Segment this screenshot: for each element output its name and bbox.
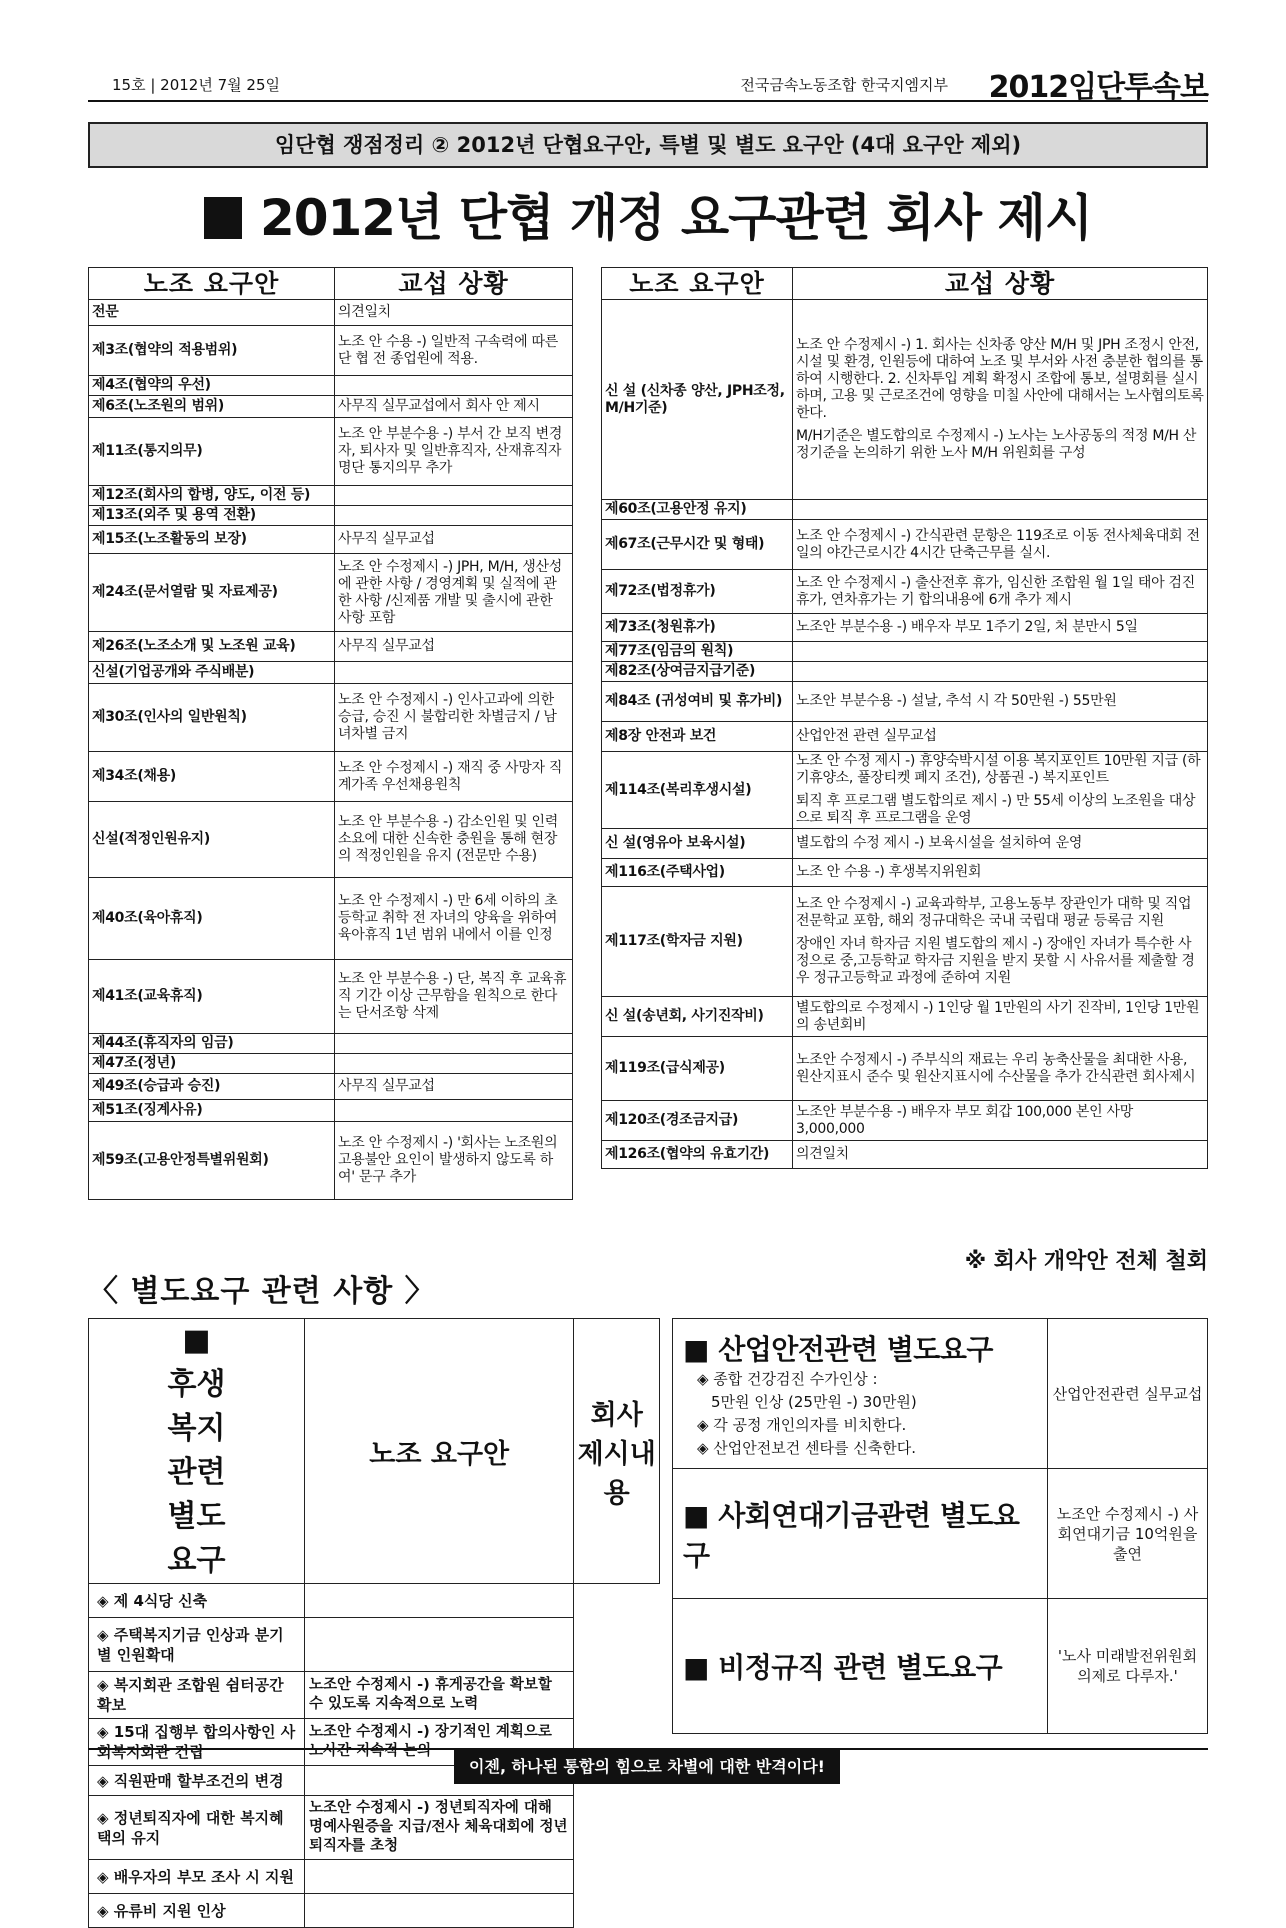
demand-cell: 제41조(교육휴직) <box>89 960 335 1034</box>
demand-cell: 제11조(통지의무) <box>89 418 335 486</box>
status-cell <box>793 642 1208 662</box>
status-cell <box>793 662 1208 682</box>
demand-cell: 신설(적정인원유지) <box>89 802 335 878</box>
welfare-response: 노조안 수정제시 -) 휴게공간을 확보할 수 있도록 지속적으로 노력 <box>305 1672 574 1719</box>
demand-cell: 제84조 (귀성여비 및 휴가비) <box>602 682 793 722</box>
status-text: 노조 안 수정제시 -) 간식관련 문항은 119조로 이동 전사체육대회 전일의 야간근로시간 4시간 단축근무를 실시. <box>796 527 1200 561</box>
welfare-demand-item: ◈ 15대 집행부 합의사항인 사회복지회관 건립 <box>89 1719 305 1766</box>
status-text: 사무직 실무교섭에서 회사 안 제시 <box>338 398 540 414</box>
demand-cell: 제34조(채용) <box>89 752 335 802</box>
table-row <box>89 1100 573 1122</box>
table-row <box>89 326 573 376</box>
status-cell <box>793 570 1208 614</box>
demand-cell: 제72조(법정휴가) <box>602 570 793 614</box>
demand-cell: 제51조(징계사유) <box>89 1100 335 1122</box>
list-item: 5만원 인상 (25만원 -) 30만원) <box>711 1392 917 1411</box>
demands-table-right <box>601 267 1208 1169</box>
table-row <box>89 960 573 1034</box>
demand-cell: 제44조(휴직자의 임금) <box>89 1034 335 1054</box>
status-cell <box>335 1054 573 1074</box>
status-text-extra: M/H기준은 별도합의로 수정제시 -) 노사는 노사공동의 적정 M/H 산정기준을 논의하기 위한 노사 M/H 위원회를 구성 <box>796 428 1197 461</box>
status-cell <box>335 1034 573 1054</box>
table-row <box>89 300 573 326</box>
status-cell <box>793 722 1208 752</box>
demand-cell: 제8장 안전과 보건 <box>602 722 793 752</box>
footer-slogan: 이젠, 하나된 통합의 힘으로 차별에 대한 반격이다! <box>454 1750 840 1784</box>
special-demands-table <box>672 1318 1208 1734</box>
table-row <box>602 887 1208 997</box>
status-text: 별도합의 수정 제시 -) 보육시설을 설치하여 운영 <box>796 835 1083 851</box>
demand-cell: 제47조(정년) <box>89 1054 335 1074</box>
page-title-text: 2012년 단협 개정 요구관련 회사 제시 <box>259 189 1093 247</box>
demand-cell: 제67조(근무시간 및 형태) <box>602 520 793 570</box>
status-text: 노조 안 부분수용 -) 단, 복직 후 교육휴직 기간 이상 근무함을 원칙으로 한다는 단서조항 삭제 <box>338 971 567 1021</box>
column-header-response: 회사 제시내용 <box>574 1319 660 1584</box>
demand-cell: 제73조(청원휴가) <box>602 614 793 642</box>
table-row <box>89 376 573 396</box>
status-cell <box>793 752 1208 829</box>
table-row <box>89 1796 660 1860</box>
status-text: 사무직 실무교섭 <box>338 1078 435 1094</box>
status-cell <box>335 326 573 376</box>
status-text: 노조 안 수정 제시 -) 휴양숙박시설 이용 복지포인트 10만원 지급 (하기휴양소, 풀장티켓 폐지 조건), 상품권 -) 복지포인트 <box>796 753 1201 786</box>
welfare-response: 노조안 수정제시 -) 정년퇴직자에 대해 명예사원증을 지급/전사 체육대회에 정년퇴직자를 초청 <box>305 1796 574 1860</box>
demand-cell: 제24조(문서열람 및 자료제공) <box>89 554 335 632</box>
status-cell <box>335 554 573 632</box>
table-row <box>602 300 1208 500</box>
table-row <box>89 1034 573 1054</box>
status-cell <box>793 887 1208 997</box>
publication-brand: 2012임단투속보 <box>988 70 1208 105</box>
status-cell <box>335 300 573 326</box>
status-cell <box>793 1037 1208 1101</box>
demand-cell: 제116조(주택사업) <box>602 859 793 887</box>
status-text: 노조 안 수정제시 -) JPH, M/H, 생산성에 관한 사항 / 경영계획 및 실적에 관한 사항 /신제품 개발 및 출시에 관한 사항 포함 <box>338 558 562 626</box>
column-header-demand: 노조 요구안 <box>602 268 793 300</box>
demand-cell: 제114조(복리후생시설) <box>602 752 793 829</box>
demand-cell: 제40조(육아휴직) <box>89 878 335 960</box>
table-row <box>602 642 1208 662</box>
status-cell <box>335 526 573 554</box>
table-row <box>602 1141 1208 1169</box>
table-row <box>89 1672 660 1719</box>
welfare-demand-item: ◈ 정년퇴직자에 대한 복지혜택의 유지 <box>89 1796 305 1860</box>
status-cell <box>335 396 573 418</box>
irregular-demand-title: ■ 비정규직 관련 별도요구 <box>683 1651 1003 1684</box>
table-row <box>89 506 573 526</box>
status-text: 노조 안 수정제시 -) '회사는 노조원의 고용불안 요인이 발생하지 않도록 하여' 문구 추가 <box>338 1135 558 1185</box>
table-row <box>89 1054 573 1074</box>
status-cell <box>793 500 1208 520</box>
status-cell <box>793 682 1208 722</box>
table-row <box>89 1122 573 1200</box>
column-header-demand: 노조 요구안 <box>89 268 335 300</box>
withdrawal-note: ※ 회사 개악안 전체 철회 <box>964 1249 1208 1274</box>
table-row <box>602 829 1208 859</box>
welfare-demand-item: ◈ 직원판매 할부조건의 변경 <box>89 1766 305 1796</box>
demand-cell: 제120조(경조금지급) <box>602 1101 793 1141</box>
table-row <box>89 526 573 554</box>
safety-demand-list <box>683 1368 1037 1460</box>
status-text: 노조 안 수정제시 -) 출산전후 휴가, 임신한 조합원 월 1일 태아 검진 휴가, 연차휴가는 기 합의내용에 6개 추가 제시 <box>796 574 1195 608</box>
status-cell <box>335 960 573 1034</box>
demand-cell: 제4조(협약의 우선) <box>89 376 335 396</box>
table-row <box>89 662 573 684</box>
black-square-icon <box>204 197 242 239</box>
status-cell <box>335 418 573 486</box>
safety-response: 산업안전관련 실무교섭 <box>1048 1319 1208 1469</box>
status-cell <box>793 614 1208 642</box>
table-row <box>602 1101 1208 1141</box>
status-text: 의견일치 <box>796 1146 849 1162</box>
issue-info: 15호 | 2012년 7월 25일 <box>112 76 280 94</box>
status-text: 노조안 부분수용 -) 배우자 부모 회갑 100,000 본인 사망 3,000,000 <box>796 1103 1133 1137</box>
list-item: ◈ 각 공정 개인의자를 비치한다. <box>697 1415 907 1434</box>
status-text: 노조 안 수정제시 -) 만 6세 이하의 초등학교 취학 전 자녀의 양육을 위하여 육아휴직 1년 범위 내에서 이를 인정 <box>338 893 558 943</box>
table-row <box>602 997 1208 1037</box>
status-cell <box>335 632 573 662</box>
demands-table-left <box>88 267 573 1200</box>
status-cell <box>335 486 573 506</box>
status-cell <box>335 684 573 752</box>
demand-cell: 제26조(노조소개 및 노조원 교육) <box>89 632 335 662</box>
status-cell <box>335 1100 573 1122</box>
demand-cell: 제60조(고용안정 유지) <box>602 500 793 520</box>
table-row <box>89 802 573 878</box>
safety-demand-cell <box>673 1319 1048 1469</box>
welfare-response <box>305 1894 574 1928</box>
status-text: 노조 안 수정제시 -) 교육과학부, 고용노동부 장관인가 대학 및 직업전문학교 포함, 해외 정규대학은 국내 국립대 평균 등록금 지원 <box>796 896 1192 929</box>
publisher-org: 전국금속노동조합 한국지엠지부 <box>740 76 948 94</box>
table-row <box>602 500 1208 520</box>
status-text: 노조안 부분수용 -) 설날, 추석 시 각 50만원 -) 55만원 <box>796 693 1117 709</box>
welfare-demands-table <box>88 1318 660 1928</box>
category-text: 요구 <box>167 1543 226 1578</box>
table-row <box>602 662 1208 682</box>
status-text: 노조 안 수용 -) 후생복지위원회 <box>796 864 982 880</box>
status-cell <box>335 376 573 396</box>
welfare-response: 노조안 수정제시 -) 장기적인 계획으로 노사간 지속적 논의 <box>305 1719 574 1766</box>
status-text: 사무직 실무교섭 <box>338 638 435 654</box>
section-subtitle: 임단협 쟁점정리 ② 2012년 단협요구안, 특별 및 별도 요구안 (4대 요구안 제외) <box>88 122 1208 168</box>
column-header-status: 교섭 상황 <box>335 268 573 300</box>
welfare-response <box>305 1584 574 1618</box>
status-text: 노조안 수정제시 -) 주부식의 재료는 우리 농축산물을 최대한 사용, 원산지표시 준수 및 원산지표시에 수산물을 추가 간식관련 회사제시 <box>796 1051 1196 1085</box>
solidarity-response: 노조안 수정제시 -) 사회연대기금 10억원을 출연 <box>1048 1469 1208 1599</box>
demand-cell: 제117조(학자금 지원) <box>602 887 793 997</box>
demand-cell: 제59조(고용안정특별위원회) <box>89 1122 335 1200</box>
table-row <box>89 878 573 960</box>
status-text: 노조 안 수정제시 -) 재직 중 사망자 직계가족 우선채용원칙 <box>338 759 563 793</box>
welfare-demand-item: ◈ 제 4식당 신축 <box>89 1584 305 1618</box>
demand-cell: 제12조(회사의 합병, 양도, 이전 등) <box>89 486 335 506</box>
table-row <box>602 1037 1208 1101</box>
table-row <box>89 418 573 486</box>
demand-cell: 신 설(송년회, 사기진작비) <box>602 997 793 1037</box>
status-cell <box>335 752 573 802</box>
irregular-response: '노사 미래발전위원회 의제로 다루자.' <box>1048 1599 1208 1734</box>
page-title <box>88 178 1208 250</box>
demand-cell: 제126조(협약의 유효기간) <box>602 1141 793 1169</box>
table-row <box>602 570 1208 614</box>
table-row <box>89 684 573 752</box>
table-row <box>602 682 1208 722</box>
demand-cell: 제3조(협약의 적용범위) <box>89 326 335 376</box>
demand-cell: 제15조(노조활동의 보장) <box>89 526 335 554</box>
header-divider <box>88 100 1208 102</box>
status-text: 노조 안 수정제시 -) 인사고과에 의한 승급, 승진 시 불합리한 차별금지 / 남녀차별 금지 <box>338 692 557 742</box>
table-row <box>89 1860 660 1894</box>
demand-cell: 신설(기업공개와 주식배분) <box>89 662 335 684</box>
column-header-status: 교섭 상황 <box>793 268 1208 300</box>
table-row <box>89 1074 573 1100</box>
demand-cell: 제77조(임금의 원칙) <box>602 642 793 662</box>
safety-demand-title: ■ 산업안전관련 별도요구 <box>683 1332 993 1366</box>
status-cell <box>793 300 1208 500</box>
status-text: 노조 안 수용 -) 일반적 구속력에 따른 단 협 전 종업원에 적용. <box>338 333 558 367</box>
demand-cell: 신 설(영유아 보육시설) <box>602 829 793 859</box>
demand-cell: 제119조(급식제공) <box>602 1037 793 1101</box>
status-text: 별도합의로 수정제시 -) 1인당 월 1만원의 사기 진작비, 1인당 1만원의 송년회비 <box>796 999 1200 1033</box>
status-text: 노조 안 부분수용 -) 부서 간 보직 변경자, 퇴사자 및 일반휴직자, 산재휴직자 명단 통지의무 추가 <box>338 426 563 476</box>
status-cell <box>793 1141 1208 1169</box>
status-cell <box>335 662 573 684</box>
demand-cell: 제49조(승급과 승진) <box>89 1074 335 1100</box>
demand-cell: 제30조(인사의 일반원칙) <box>89 684 335 752</box>
status-cell <box>335 1122 573 1200</box>
welfare-demand-item: ◈ 배우자의 부모 조사 시 지원 <box>89 1860 305 1894</box>
list-item: ◈ 종합 건강검진 수가인상 : <box>697 1369 878 1388</box>
table-row <box>89 1894 660 1928</box>
status-cell <box>793 997 1208 1037</box>
status-text-extra: 퇴직 후 프로그램 별도합의로 제시 -) 만 55세 이상의 노조원을 대상으로 퇴직 후 프로그램을 운영 <box>796 793 1196 826</box>
welfare-demand-item: ◈ 유류비 지원 인상 <box>89 1894 305 1928</box>
table-row <box>89 752 573 802</box>
status-cell <box>793 829 1208 859</box>
table-row <box>602 722 1208 752</box>
category-text: 복지 <box>167 1411 226 1446</box>
solidarity-demand-title: ■ 사회연대기금관련 별도요구 <box>683 1498 1020 1572</box>
table-row <box>602 859 1208 887</box>
status-cell <box>335 506 573 526</box>
status-text: 사무직 실무교섭 <box>338 531 435 547</box>
welfare-demand-item: ◈ 주택복지기금 인상과 분기별 인원확대 <box>89 1618 305 1672</box>
category-text: 별도 <box>167 1499 226 1534</box>
status-cell <box>793 859 1208 887</box>
demand-cell: 제13조(외주 및 용역 전환) <box>89 506 335 526</box>
page-header <box>88 64 1208 104</box>
status-text-extra: 장애인 자녀 학자금 지원 별도합의 제시 -) 장애인 자녀가 특수한 사정으로 중,고등학교 학자금 지원을 받지 못할 시 사유서를 제출할 경우 정규고등학교 과정에 준하여 지원 <box>796 936 1195 986</box>
status-text: 노조안 부분수용 -) 배우자 부모 1주기 2일, 처 분만시 5일 <box>796 619 1138 635</box>
category-text: 후생 <box>167 1367 226 1402</box>
status-cell <box>793 520 1208 570</box>
separate-demands-title: 〈 별도요구 관련 사항 〉 <box>88 1274 436 1309</box>
status-cell <box>335 802 573 878</box>
status-cell <box>335 1074 573 1100</box>
table-row <box>89 486 573 506</box>
welfare-category-label <box>89 1319 305 1584</box>
demand-cell: 제6조(노조원의 범위) <box>89 396 335 418</box>
column-header-demand: 노조 요구안 <box>305 1319 574 1584</box>
list-item: ◈ 산업안전보건 센타를 신축한다. <box>697 1438 916 1457</box>
status-text: 노조 안 수정제시 -) 1. 회사는 신차종 양산 M/H 및 JPH 조정시 안전, 시설 및 환경, 인원등에 대하여 노조 및 부서와 사전 충분한 협의를 통하여 시행한다. 2. 신차투입 계획 확정시 조합에 통보, 설명회를 실시하며, 고용 및 근로조건에 영향을 미칠 사안에 대해서는 노사협의토록 한다. <box>796 337 1204 421</box>
welfare-demand-item: ◈ 복지회관 조합원 쉼터공간 확보 <box>89 1672 305 1719</box>
status-cell <box>335 878 573 960</box>
table-row <box>89 396 573 418</box>
solidarity-demand-cell <box>673 1469 1048 1599</box>
status-cell <box>793 1101 1208 1141</box>
table-row <box>89 1618 660 1672</box>
category-text: ■ <box>182 1323 211 1358</box>
welfare-response <box>305 1618 574 1672</box>
category-text: 관련 <box>167 1455 226 1490</box>
demand-cell: 제82조(상여금지급기준) <box>602 662 793 682</box>
table-row <box>602 520 1208 570</box>
demand-cell: 전문 <box>89 300 335 326</box>
table-row <box>602 614 1208 642</box>
irregular-demand-cell <box>673 1599 1048 1734</box>
status-text: 의견일치 <box>338 304 391 320</box>
table-row <box>89 554 573 632</box>
status-text: 노조 안 부분수용 -) 감소인원 및 인력소요에 대한 신속한 충원을 통해 현장의 적정인원을 유지 (전문만 수용) <box>338 814 558 864</box>
demand-cell: 신 설 (신차종 양산, JPH조정, M/H기준) <box>602 300 793 500</box>
table-row <box>89 632 573 662</box>
status-text: 산업안전 관련 실무교섭 <box>796 728 937 744</box>
table-row <box>89 1584 660 1618</box>
table-row <box>602 752 1208 829</box>
welfare-response <box>305 1860 574 1894</box>
